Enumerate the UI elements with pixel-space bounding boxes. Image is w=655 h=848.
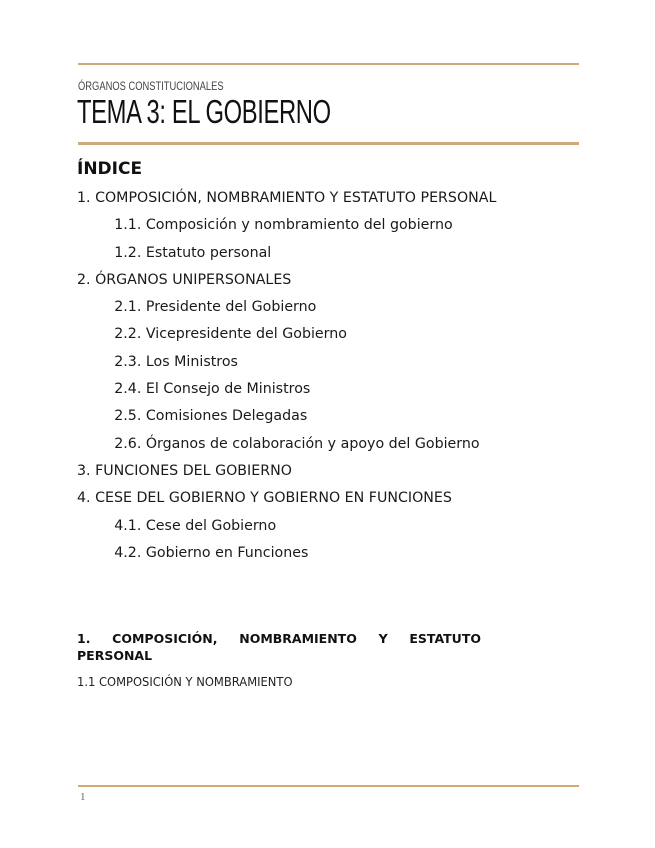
toc-subsection-item: 1.2. Estatuto personal — [114, 244, 272, 261]
toc-section-item: 3. FUNCIONES DEL GOBIERNO — [77, 462, 292, 479]
page-number: 1 — [80, 791, 86, 803]
toc-subsection-item: 2.2. Vicepresidente del Gobierno — [114, 326, 347, 343]
toc-section-item: 1. COMPOSICIÓN, NOMBRAMIENTO Y ESTATUTO PERSONAL — [77, 190, 497, 206]
header-bottom-rule — [78, 142, 579, 145]
section-heading-line2: PERSONAL — [77, 648, 153, 663]
toc-subsection-item: 1.1. Composición y nombramiento del gobierno — [114, 217, 453, 234]
table-of-contents — [77, 188, 597, 570]
toc-subsection-item: 4.1. Cese del Gobierno — [114, 517, 277, 534]
subsection-heading: 1.1 COMPOSICIÓN Y NOMBRAMIENTO — [77, 675, 293, 689]
footer-rule — [78, 785, 579, 787]
page-title: TEMA 3: EL GOBIERNO — [77, 93, 331, 130]
toc-subsection-item: 2.6. Órganos de colaboración y apoyo del Gobierno — [114, 435, 480, 452]
section-heading-word: NOMBRAMIENTO — [239, 631, 357, 646]
section-heading-word: COMPOSICIÓN, — [112, 631, 218, 646]
section-heading-line1 — [77, 630, 481, 647]
header-top-rule — [78, 63, 579, 65]
toc-subsection-item: 2.3. Los Ministros — [114, 353, 238, 370]
toc-heading: ÍNDICE — [77, 159, 143, 179]
section-heading-word: ESTATUTO — [409, 631, 481, 646]
section-heading-word: 1. — [77, 631, 91, 646]
toc-subsection-item: 2.5. Comisiones Delegadas — [114, 408, 308, 425]
section-heading-word: Y — [378, 631, 388, 646]
section-heading — [77, 630, 481, 664]
toc-section-item: 4. CESE DEL GOBIERNO Y GOBIERNO EN FUNCIONES — [77, 490, 452, 507]
toc-subsection-item: 4.2. Gobierno en Funciones — [114, 544, 309, 561]
subject-label: ÓRGANOS CONSTITUCIONALES — [78, 79, 224, 93]
toc-subsection-item: 2.1. Presidente del Gobierno — [114, 299, 317, 316]
toc-section-item: 2. ÓRGANOS UNIPERSONALES — [77, 271, 292, 288]
toc-subsection-item: 2.4. El Consejo de Ministros — [114, 381, 311, 398]
